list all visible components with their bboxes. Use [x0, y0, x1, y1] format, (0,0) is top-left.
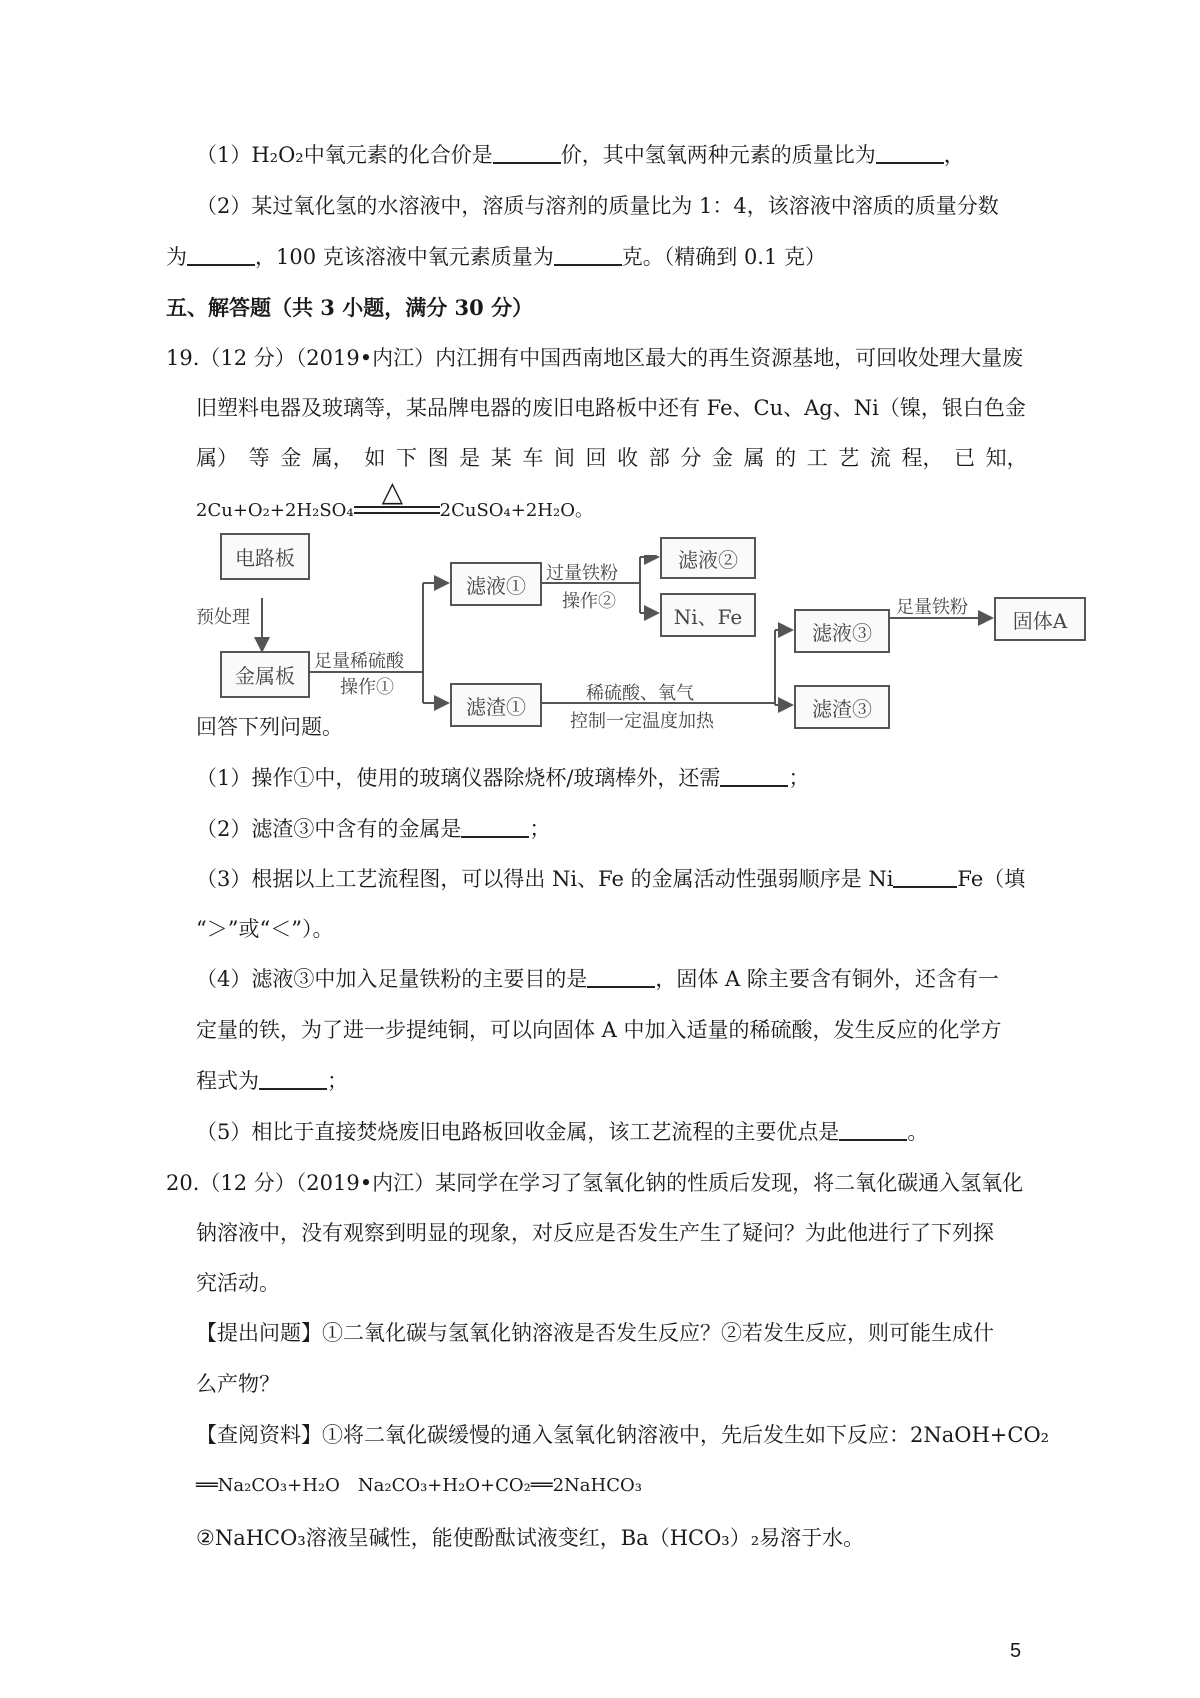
- box-metal-board: 金属板: [220, 651, 310, 698]
- box-filtrate-1: 滤液①: [450, 562, 542, 606]
- box-ni-fe: Ni、Fe: [660, 593, 756, 637]
- word: 知，: [985, 446, 1028, 470]
- q19-answer-prompt: 回答下列问题。: [196, 715, 343, 739]
- text: （2）滤渣③中含有的金属是: [196, 817, 462, 841]
- text: ，固体 A 除主要含有铜外，还含有一: [655, 967, 999, 991]
- box-residue-3: 滤渣③: [794, 685, 890, 729]
- text: Fe（填: [957, 867, 1026, 891]
- page-number: 5: [1010, 1640, 1022, 1662]
- word: 是: [459, 446, 481, 470]
- text: （4）滤液③中加入足量铁粉的主要目的是: [196, 967, 588, 991]
- box-filtrate-3: 滤液③: [794, 609, 890, 653]
- word: 属: [743, 446, 765, 470]
- word: 程，: [901, 446, 944, 470]
- label-heat-control: 控制一定温度加热: [570, 711, 714, 732]
- word: 收: [617, 446, 639, 470]
- text: （1）H₂O₂中氧元素的化合价是: [196, 143, 493, 167]
- q19-intro-2: 旧塑料电器及玻璃等，某品牌电器的废旧电路板中还有 Fe、Cu、Ag、Ni（镍，银白色金: [196, 396, 1026, 420]
- q19-sub1: [196, 763, 809, 793]
- answer-blank[interactable]: [876, 140, 944, 164]
- word: 艺: [838, 446, 860, 470]
- text: ，100 克该溶液中氧元素质量为: [255, 245, 554, 269]
- word: 车: [522, 446, 544, 470]
- word: 流: [869, 446, 891, 470]
- text: （3）根据以上工艺流程图，可以得出 Ni、Fe 的金属活动性强弱顺序是 Ni: [196, 867, 894, 891]
- text: 克。（精确到 0.1 克）: [621, 245, 827, 269]
- q18-part1: [196, 140, 965, 170]
- q19-sub3: [196, 864, 1025, 894]
- text: ，: [943, 143, 965, 167]
- answer-blank[interactable]: [493, 140, 561, 164]
- text: 价，其中氢氧两种元素的质量比为: [560, 143, 876, 167]
- q19-intro-3: [196, 443, 1028, 473]
- q18-part2-cont: [166, 242, 826, 272]
- answer-blank[interactable]: [720, 763, 788, 787]
- box-solid-a: 固体A: [994, 597, 1086, 641]
- word: 等: [248, 446, 270, 470]
- answer-blank[interactable]: [839, 1117, 907, 1141]
- heat-symbol-icon: △: [381, 475, 404, 508]
- word: 属，: [311, 446, 354, 470]
- label-excess-iron: 过量铁粉: [546, 563, 618, 584]
- q19-sub4-cont2: [196, 1066, 348, 1096]
- answer-blank[interactable]: [187, 242, 255, 266]
- label-op1: 操作①: [340, 677, 394, 698]
- text: （5）相比于直接焚烧废旧电路板回收金属，该工艺流程的主要优点是: [196, 1120, 840, 1144]
- q18-part2: （2）某过氧化氢的水溶液中，溶质与溶剂的质量比为 1：4，该溶液中溶质的质量分数: [196, 194, 999, 218]
- box-circuit-board: 电路板: [220, 533, 310, 580]
- equation-right: 2CuSO₄+2H₂O。: [439, 500, 593, 521]
- equation-left: 2Cu+O₂+2H₂SO₄: [196, 500, 354, 521]
- q20-reference-1: 【查阅资料】①将二氧化碳缓慢的通入氢氧化钠溶液中，先后发生如下反应：2NaOH+CO₂: [196, 1423, 1050, 1447]
- box-residue-1: 滤渣①: [450, 683, 542, 727]
- answer-blank[interactable]: [461, 814, 529, 838]
- answer-blank[interactable]: [587, 964, 655, 988]
- q19-sub2: [196, 814, 550, 844]
- word: 图: [427, 446, 449, 470]
- equals-heat-sign: [354, 475, 440, 522]
- word: 属）: [196, 446, 238, 470]
- answer-blank[interactable]: [893, 864, 957, 888]
- label-enough-iron: 足量铁粉: [896, 597, 968, 618]
- process-flowchart: [196, 546, 1160, 740]
- box-filtrate-2: 滤液②: [660, 537, 756, 579]
- q20-intro-2: 钠溶液中，没有观察到明显的现象，对反应是否发生产生了疑问？为此他进行了下列探: [196, 1221, 994, 1245]
- label-acid-oxygen: 稀硫酸、氧气: [586, 683, 694, 704]
- word: 某: [490, 446, 512, 470]
- q20-reference-2: ══Na₂CO₃+H₂O Na₂CO₃+H₂O+CO₂══2NaHCO₃: [196, 1475, 642, 1496]
- label-pretreat: 预处理: [196, 607, 250, 628]
- q19-sub5: [196, 1117, 928, 1147]
- word: 金: [280, 446, 302, 470]
- word: 金: [711, 446, 733, 470]
- text: ；: [788, 766, 810, 790]
- text: ；: [529, 817, 551, 841]
- answer-blank[interactable]: [259, 1066, 327, 1090]
- word: 回: [585, 446, 607, 470]
- label-dilute-acid: 足量稀硫酸: [314, 651, 404, 672]
- word: 如: [364, 446, 386, 470]
- word: 间: [553, 446, 575, 470]
- text: 程式为: [196, 1069, 259, 1093]
- q19-sub4: [196, 964, 999, 994]
- word: 的: [775, 446, 797, 470]
- q20-question-1: 【提出问题】①二氧化碳与氢氧化钠溶液是否发生反应？②若发生反应，则可能生成什: [196, 1321, 994, 1345]
- q19-equation: [196, 475, 593, 526]
- answer-blank[interactable]: [554, 242, 622, 266]
- word: 下: [395, 446, 417, 470]
- text: 为: [166, 245, 187, 269]
- word: 工: [806, 446, 828, 470]
- word: 部: [648, 446, 670, 470]
- q20-reference-3: ②NaHCO₃溶液呈碱性，能使酚酞试液变红，Ba（HCO₃）₂易溶于水。: [196, 1526, 865, 1550]
- word: 已: [954, 446, 976, 470]
- word: 分: [680, 446, 702, 470]
- text: （1）操作①中，使用的玻璃仪器除烧杯/玻璃棒外，还需: [196, 766, 721, 790]
- q20-question-2: 么产物？: [196, 1372, 280, 1396]
- q20-intro-3: 究活动。: [196, 1271, 280, 1295]
- text: ；: [327, 1069, 348, 1093]
- q19-sub3-cont: “＞”或“＜”）。: [196, 917, 334, 941]
- section-title: 五、解答题（共 3 小题，满分 30 分）: [166, 295, 534, 320]
- text: 。: [907, 1120, 929, 1144]
- label-op2: 操作②: [562, 591, 616, 612]
- q20-intro-1: 20.（12 分）（2019•内江）某同学在学习了氢氧化钠的性质后发现，将二氧化碳通入氢氧化: [166, 1171, 1024, 1195]
- q19-intro-1: 19.（12 分）（2019•内江）内江拥有中国西南地区最大的再生资源基地，可回收处理大量废: [166, 346, 1024, 370]
- q19-sub4-cont: 定量的铁，为了进一步提纯铜，可以向固体 A 中加入适量的稀硫酸，发生反应的化学方: [196, 1018, 1002, 1042]
